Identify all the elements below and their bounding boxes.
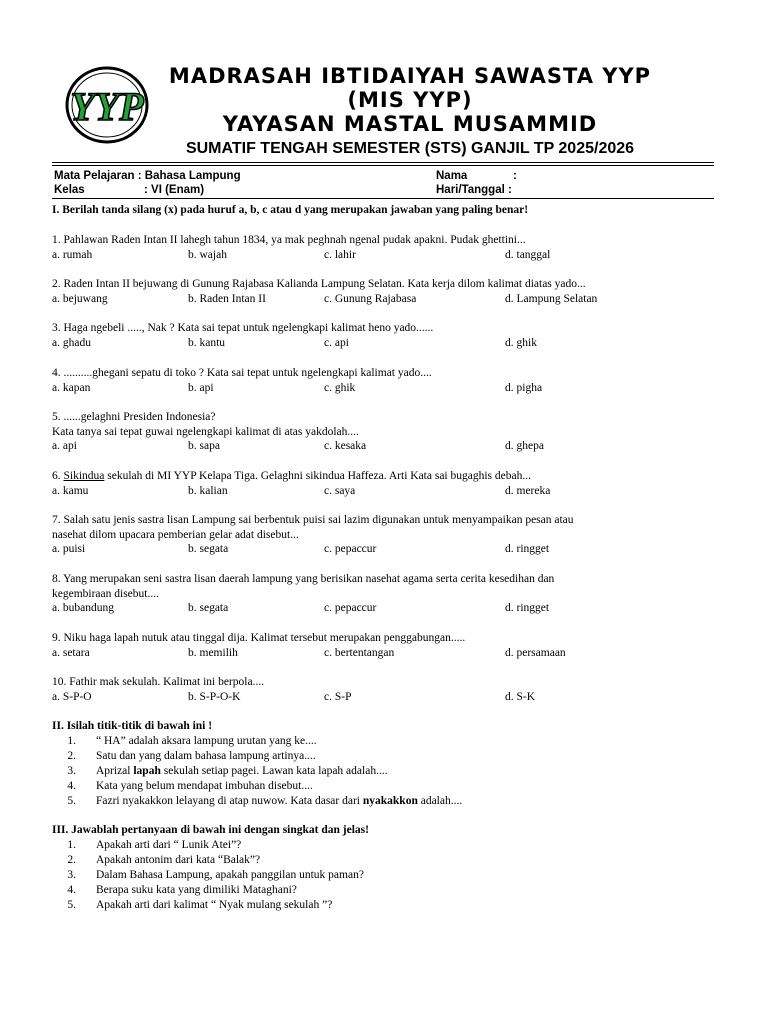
question-5-option-d: d. ghepa <box>505 440 544 452</box>
date-label: Hari/Tanggal : <box>436 184 512 196</box>
fill-in-item: 1. “ HA” adalah aksara lampung urutan yang ke.... <box>67 735 317 747</box>
question-6-text: 6. Sikindua sekulah di MI YYP Kelapa Tiga. Gelaghni sikindua Haffeza. Arti Kata sai bugaghis debah... <box>52 470 531 482</box>
question-8-text: 8. Yang merupakan seni sastra lisan daerah lampung yang berisikan nasehat agama serta cerita kesedihan dan <box>52 573 555 585</box>
question-3-option-b: b. kantu <box>188 336 226 349</box>
question-5-text: Kata tanya sai tepat guwai ngelengkapi kalimat di atas yakdolah.... <box>52 425 359 438</box>
question-7-text: nasehat dilom upacara pemberian gelar adat disebut... <box>52 528 299 541</box>
question-1-option-c: c. lahir <box>324 248 356 261</box>
question-7-option-a: a. puisi <box>52 543 86 555</box>
question-10-option-c: c. S-P <box>324 690 352 703</box>
question-6-option-c: c. saya <box>324 484 356 497</box>
subject-label: Mata Pelajaran : Bahasa Lampung <box>54 170 241 182</box>
school-name: MADRASAH IBTIDAIYAH SAWASTA YYP <box>168 64 652 88</box>
info-rule <box>52 198 714 199</box>
section1-title: I. Berilah tanda silang (x) pada huruf a, b, c atau d yang merupakan jawaban yang paling benar! <box>52 204 529 216</box>
question-5-option-a: a. api <box>52 440 77 452</box>
question-10-text: 10. Fathir mak sekulah. Kalimat ini berpola.... <box>52 676 265 688</box>
question-7-text: 7. Salah satu jenis sastra lisan Lampung sai berbentuk puisi sai lazim digunakan untuk menyampaikan pesan atau <box>52 514 574 526</box>
section3-title: III. Jawablah pertanyaan di bawah ini dengan singkat dan jelas! <box>52 824 369 836</box>
header-rule-top <box>52 162 714 163</box>
question-5-option-b: b. sapa <box>188 440 220 452</box>
question-2-option-a: a. bejuwang <box>52 292 108 305</box>
question-2-option-b: b. Raden Intan II <box>188 292 266 305</box>
question-9-option-d: d. persamaan <box>505 646 566 659</box>
question-6-option-d: d. mereka <box>505 484 551 497</box>
question-7-option-b: b. segata <box>188 543 229 555</box>
question-1-text: 1. Pahlawan Raden Intan II lahegh tahun 1834, ya mak peghnah ngenal pudak apakni. Pudak ghettini... <box>52 234 526 246</box>
class-value: : VI (Enam) <box>144 184 205 196</box>
question-1-option-a: a. rumah <box>52 248 93 261</box>
name-colon: : <box>513 170 517 182</box>
question-4-option-d: d. pigha <box>505 381 543 394</box>
question-1-option-b: b. wajah <box>188 248 227 261</box>
class-label: Kelas <box>54 184 85 196</box>
question-8-option-b: b. segata <box>188 602 229 614</box>
school-abbrev: (MIS YYP) <box>347 88 473 112</box>
section2-title: II. Isilah titik-titik di bawah ini ! <box>52 720 213 732</box>
fill-in-item: 5. Fazri nyakakkon lelayang di atap nuwow. Kata dasar dari nyakakkon adalah.... <box>67 795 463 807</box>
essay-item: 1. Apakah arti dari “ Lunik Atei”? <box>67 839 242 851</box>
fill-in-item: 2. Satu dan yang dalam bahasa lampung artinya.... <box>67 750 316 762</box>
question-8-option-c: c. pepaccur <box>324 602 377 614</box>
question-9-text: 9. Niku haga lapah nutuk atau tinggal dija. Kalimat tersebut merupakan penggabungan..... <box>52 632 466 644</box>
question-8-text: kegembiraan disebut.... <box>52 587 159 600</box>
question-1-option-d: d. tanggal <box>505 248 551 261</box>
question-7-option-d: d. ringget <box>505 543 550 555</box>
essay-item: 5. Apakah arti dari kalimat “ Nyak mulang sekulah ”? <box>67 899 333 911</box>
question-6-option-b: b. kalian <box>188 484 228 497</box>
fill-in-item: 3. Aprizal lapah sekulah setiap pagei. Lawan kata lapah adalah.... <box>67 765 388 777</box>
question-9-option-b: b. memilih <box>188 646 238 659</box>
essay-item: 2. Apakah antonim dari kata “Balak”? <box>67 854 261 866</box>
question-4-option-c: c. ghik <box>324 381 356 394</box>
question-3-option-d: d. ghik <box>505 336 537 349</box>
question-3-option-c: c. api <box>324 336 349 349</box>
question-4-option-a: a. kapan <box>52 381 91 394</box>
question-9-option-a: a. setara <box>52 646 90 659</box>
fill-in-item: 4. Kata yang belum mendapat imbuhan disebut.... <box>67 780 313 792</box>
exam-title: SUMATIF TENGAH SEMESTER (STS) GANJIL TP 2025/2026 <box>185 140 635 157</box>
essay-item: 4. Berapa suku kata yang dimiliki Mataghani? <box>67 884 297 896</box>
question-9-option-c: c. bertentangan <box>324 646 395 659</box>
question-2-option-d: d. Lampung Selatan <box>505 292 598 305</box>
header-rule-bottom <box>52 165 714 166</box>
question-5-option-c: c. kesaka <box>324 440 367 452</box>
question-10-option-b: b. S-P-O-K <box>188 690 241 703</box>
question-5-text: 5. ......gelaghni Presiden Indonesia? <box>52 411 216 423</box>
question-4-option-b: b. api <box>188 381 214 394</box>
question-10-option-a: a. S-P-O <box>52 690 92 703</box>
question-8-option-d: d. ringget <box>505 602 550 614</box>
question-7-option-c: c. pepaccur <box>324 543 377 555</box>
question-8-option-a: a. bubandung <box>52 602 114 614</box>
question-3-option-a: a. ghadu <box>52 336 91 349</box>
question-10-option-d: d. S-K <box>505 690 536 703</box>
question-3-text: 3. Haga ngebeli ....., Nak ? Kata sai tepat untuk ngelengkapi kalimat heno yado...... <box>52 322 434 334</box>
question-4-text: 4. ..........ghegani sepatu di toko ? Kata sai tepat untuk ngelengkapi kalimat yado.... <box>52 367 432 379</box>
question-2-option-c: c. Gunung Rajabasa <box>324 292 417 305</box>
question-6-option-a: a. kamu <box>52 484 89 497</box>
question-2-text: 2. Raden Intan II bejuwang di Gunung Rajabasa Kalianda Lampung Selatan. Kata kerja dilom kalimat diatas yado... <box>52 278 586 290</box>
essay-item: 3. Dalam Bahasa Lampung, apakah panggilan untuk paman? <box>67 869 364 881</box>
foundation-name: YAYASAN MASTAL MUSAMMID <box>222 112 598 136</box>
name-label: Nama <box>436 170 468 182</box>
logo-text: YYP <box>70 84 144 129</box>
